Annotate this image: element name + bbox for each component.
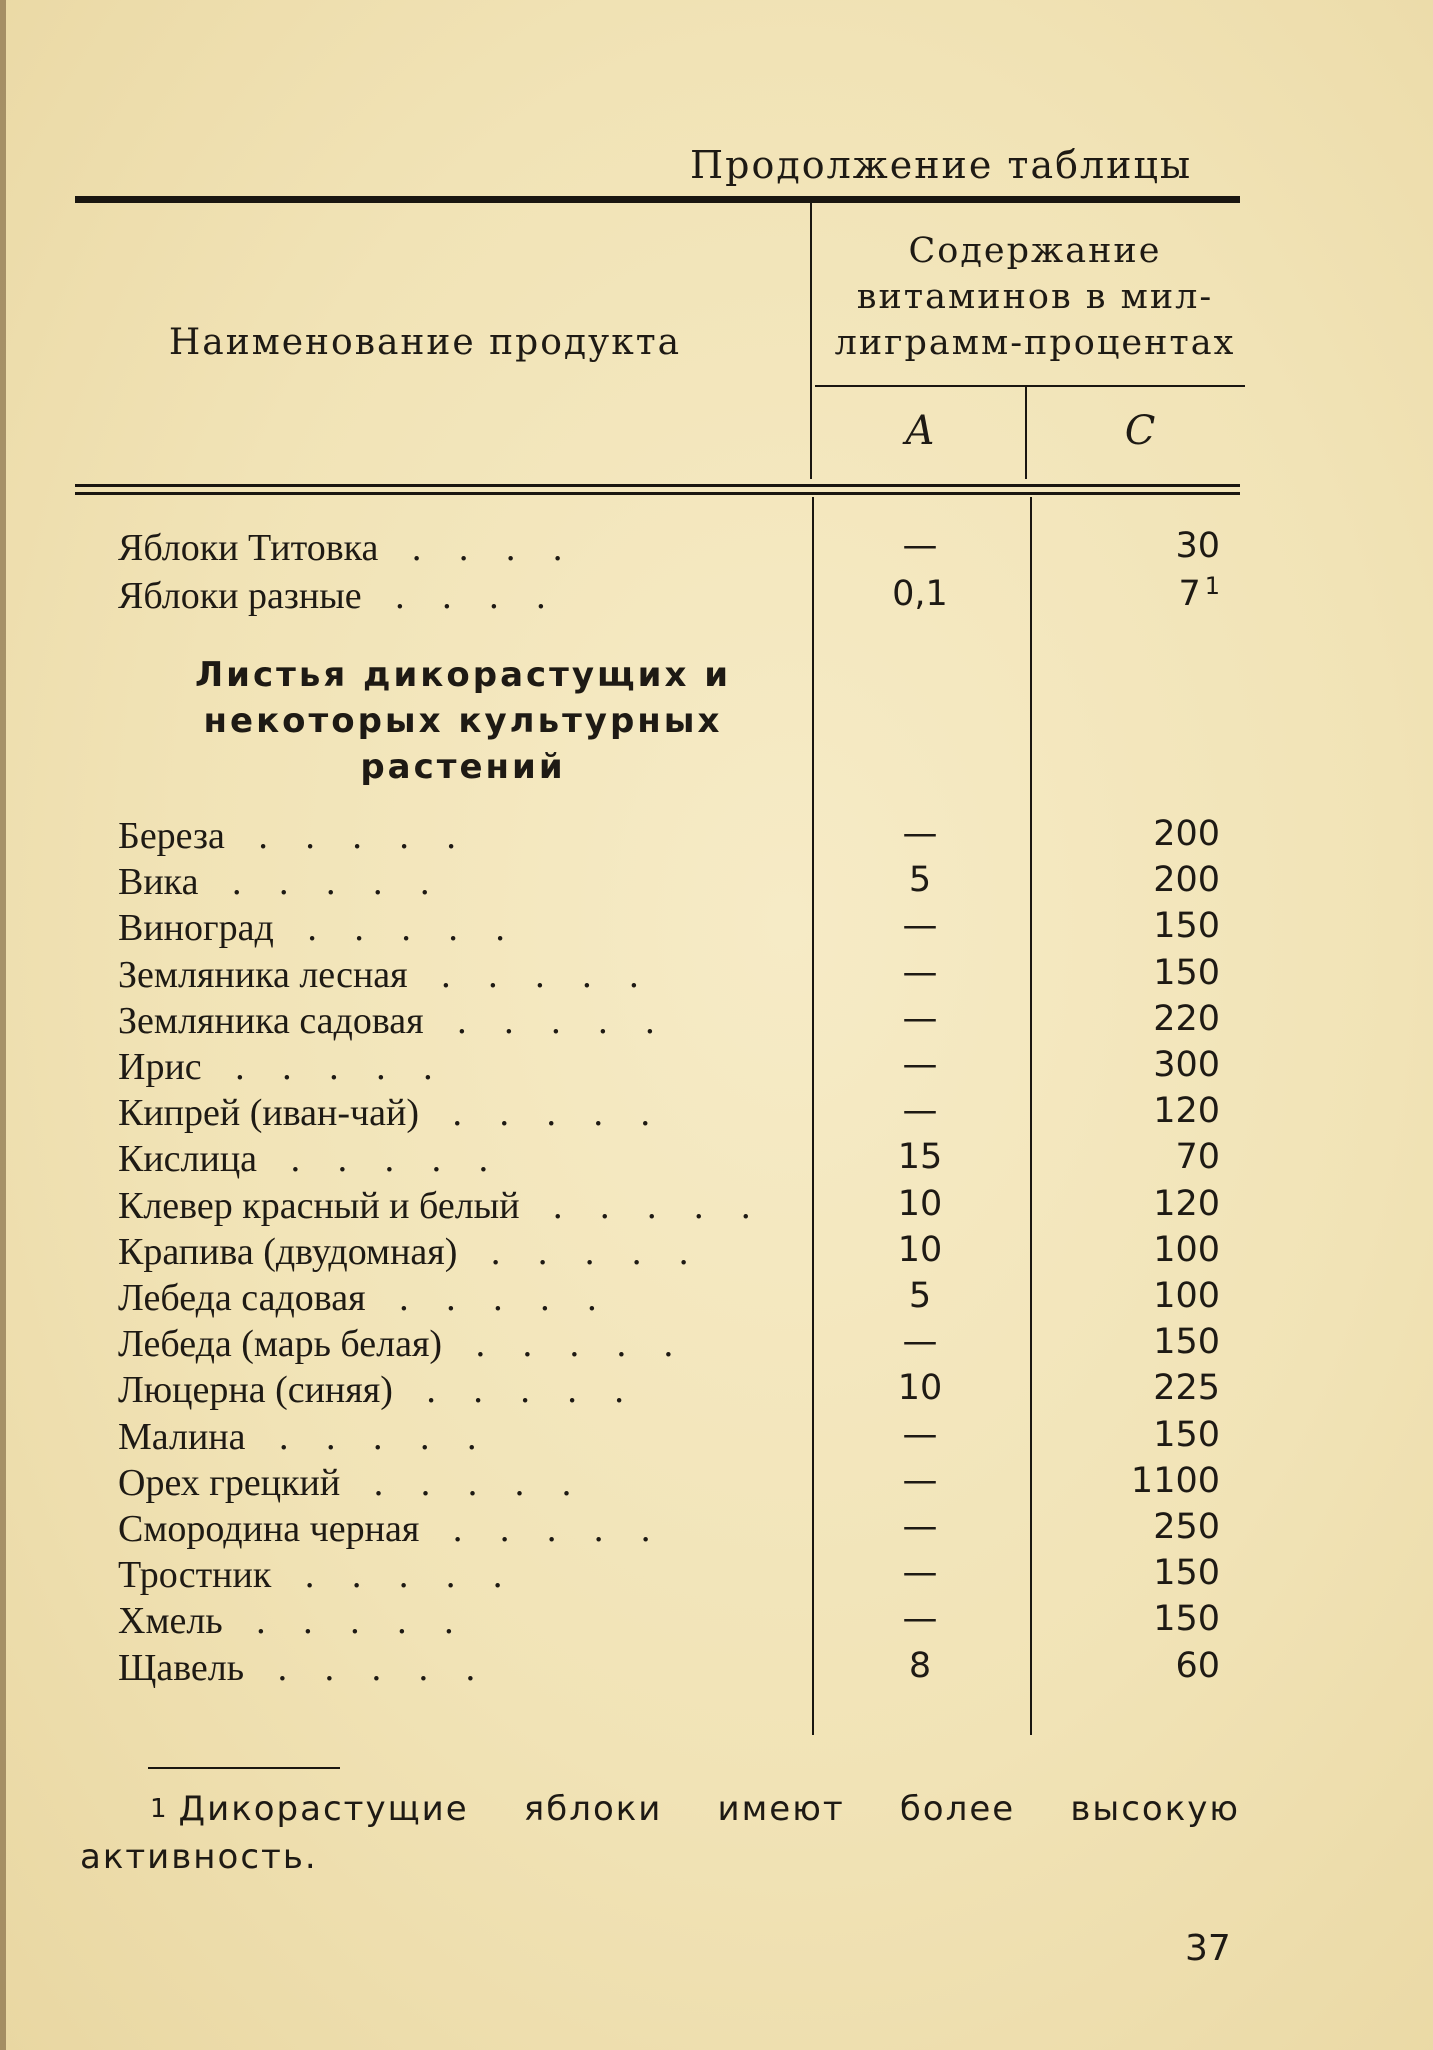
leader-dots: . . . . . — [467, 1231, 703, 1273]
vitamin-c-value: 200 — [1153, 814, 1220, 854]
vitamin-a-value: — — [902, 1091, 938, 1131]
header-column-divider — [810, 203, 812, 479]
product-name: Кислица — [118, 1138, 258, 1180]
vitamin-c-value: 150 — [1153, 1322, 1220, 1362]
table-top-rule — [75, 196, 1240, 203]
table-row — [0, 1599, 1433, 1645]
table-row — [0, 906, 1433, 952]
table-row — [0, 574, 1433, 620]
product-name: Орех грецкий — [118, 1462, 341, 1504]
product-name: Смородина черная — [118, 1508, 420, 1550]
leader-dots: . . . . . — [417, 954, 653, 996]
table-row — [0, 1276, 1433, 1322]
vitamin-a-value: — — [902, 1553, 938, 1593]
table-row — [0, 1646, 1433, 1692]
vitamin-a-value: 10 — [897, 1230, 943, 1270]
product-name: Яблоки разные — [118, 575, 362, 617]
product-name: Лебеда садовая — [118, 1277, 366, 1319]
leader-dots: . . . . . — [255, 1416, 491, 1458]
table-row — [0, 1553, 1433, 1599]
table-row — [0, 1184, 1433, 1230]
vitamin-c-value: 1100 — [1130, 1461, 1220, 1501]
vitamin-c-value: 200 — [1153, 860, 1220, 900]
product-name: Земляника лесная — [118, 954, 408, 996]
vitamin-c-value: 100 — [1153, 1230, 1220, 1270]
leader-dots: . . . . . — [283, 907, 519, 949]
header-bottom-rule-2 — [75, 492, 1240, 495]
product-name: Хмель — [118, 1600, 223, 1642]
vitamin-c-value: 120 — [1153, 1091, 1220, 1131]
vitamin-c-value: 300 — [1153, 1045, 1220, 1085]
vitamin-c-value: 150 — [1153, 1553, 1220, 1593]
vitamin-a-value: — — [902, 526, 938, 566]
table-row — [0, 999, 1433, 1045]
leader-dots: . . . . — [371, 575, 560, 617]
table-row — [0, 526, 1433, 572]
table-row — [0, 953, 1433, 999]
table-row — [0, 1368, 1433, 1414]
product-name: Вика — [118, 861, 199, 903]
product-name: Земляника садовая — [118, 1000, 424, 1042]
footnote — [80, 1785, 1240, 1881]
section-heading-leaves: Листья дикорастущих и некоторых культурных растений — [194, 655, 732, 787]
leader-dots: . . . . — [388, 527, 577, 569]
product-name: Люцерна (синяя) — [118, 1369, 393, 1411]
vitamin-c-value: 100 — [1153, 1276, 1220, 1316]
product-name: Щавель — [118, 1647, 245, 1689]
footnote-reference: 1 — [1204, 572, 1220, 600]
table-row — [0, 1461, 1433, 1507]
vitamin-a-value: 0,1 — [892, 574, 948, 614]
column-header-product: Наименование продукта — [168, 322, 682, 363]
vitamin-c-value: 150 — [1153, 1415, 1220, 1455]
leader-dots: . . . . . — [402, 1369, 638, 1411]
product-name: Клевер красный и белый — [118, 1185, 520, 1227]
leader-dots: . . . . . — [428, 1092, 664, 1134]
column-header-c: C — [1124, 408, 1156, 454]
table-row — [0, 1415, 1433, 1461]
product-name: Малина — [118, 1416, 246, 1458]
table-row — [0, 1230, 1433, 1276]
table-row — [0, 860, 1433, 906]
header-bottom-rule-1 — [75, 484, 1240, 487]
leader-dots: . . . . . — [232, 1600, 468, 1642]
content-subheader-rule — [815, 385, 1245, 387]
vitamin-a-value: — — [902, 814, 938, 854]
vitamin-c-value: 150 — [1153, 906, 1220, 946]
table-continuation-label: Продолжение таблицы — [690, 143, 1193, 187]
vitamin-a-value: — — [902, 953, 938, 993]
product-name: Тростник — [118, 1554, 272, 1596]
vitamin-c-value: 150 — [1153, 1599, 1220, 1639]
vitamin-a-value: — — [902, 999, 938, 1039]
table-row — [0, 1091, 1433, 1137]
header-ac-divider — [1025, 387, 1027, 479]
table-row — [0, 814, 1433, 860]
footnote-text: Дикорастущие яблоки имеют более высокую активность. — [80, 1789, 1240, 1877]
leader-dots: . . . . . — [529, 1185, 765, 1227]
product-name: Крапива (двудомная) — [118, 1231, 458, 1273]
table-row — [0, 1137, 1433, 1183]
table-row — [0, 1045, 1433, 1091]
product-name: Лебеда (марь белая) — [118, 1323, 443, 1365]
leader-dots: . . . . . — [350, 1462, 586, 1504]
vitamin-c-value: 250 — [1153, 1507, 1220, 1547]
product-name: Яблоки Титовка — [118, 527, 379, 569]
leader-dots: . . . . . — [452, 1323, 688, 1365]
leader-dots: . . . . . — [281, 1554, 517, 1596]
leader-dots: . . . . . — [208, 861, 444, 903]
product-name: Береза — [118, 815, 225, 857]
vitamin-c-value: 70 — [1175, 1137, 1220, 1177]
table-row — [0, 1507, 1433, 1553]
vitamin-a-value: — — [902, 906, 938, 946]
leader-dots: . . . . . — [375, 1277, 611, 1319]
leader-dots: . . . . . — [433, 1000, 669, 1042]
vitamin-c-value: 7 — [1178, 574, 1201, 614]
leader-dots: . . . . . — [254, 1647, 490, 1689]
column-header-vitamin-content: Содержание витаминов в мил- лиграмм-процентах — [834, 231, 1236, 363]
vitamin-a-value: 8 — [908, 1646, 932, 1686]
vitamin-c-value: 60 — [1175, 1646, 1220, 1686]
vitamin-a-value: 5 — [908, 860, 932, 900]
leader-dots: . . . . . — [429, 1508, 665, 1550]
footnote-mark: 1 — [150, 1794, 169, 1824]
product-name: Ирис — [118, 1046, 202, 1088]
product-name: Виноград — [118, 907, 274, 949]
vitamin-a-value: — — [902, 1415, 938, 1455]
vitamin-c-value: 220 — [1153, 999, 1220, 1039]
vitamin-c-value: 120 — [1153, 1184, 1220, 1224]
vitamin-a-value: 10 — [897, 1184, 943, 1224]
vitamin-c-value: 225 — [1153, 1368, 1220, 1408]
vitamin-a-value: — — [902, 1461, 938, 1501]
vitamin-a-value: 5 — [908, 1276, 932, 1316]
leader-dots: . . . . . — [267, 1138, 503, 1180]
vitamin-a-value: 10 — [897, 1368, 943, 1408]
vitamin-c-value: 30 — [1175, 526, 1220, 566]
page-number: 37 — [1185, 1928, 1231, 1969]
product-name: Кипрей (иван-чай) — [118, 1092, 419, 1134]
vitamin-a-value: — — [902, 1322, 938, 1362]
column-header-a: A — [905, 408, 935, 454]
vitamin-c-value: 150 — [1153, 953, 1220, 993]
footnote-separator — [148, 1767, 340, 1769]
table-row — [0, 1322, 1433, 1368]
leader-dots: . . . . . — [234, 815, 470, 857]
vitamin-a-value: 15 — [897, 1137, 943, 1177]
vitamin-a-value: — — [902, 1599, 938, 1639]
leader-dots: . . . . . — [211, 1046, 447, 1088]
vitamin-a-value: — — [902, 1045, 938, 1085]
vitamin-a-value: — — [902, 1507, 938, 1547]
